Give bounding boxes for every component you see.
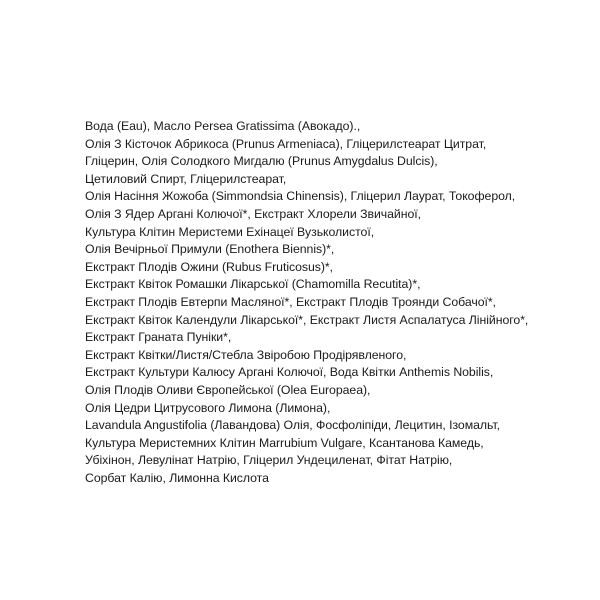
ingredient-line: Екстракт Плодів Ожини (Rubus Fruticosus)*, [85, 259, 334, 274]
ingredient-line: Олія З Кісточок Абрикоса (Prunus Armeniaca), Гліцерилстеарат Цитрат, [85, 136, 487, 151]
ingredient-line: Гліцерин, Олія Солодкого Мигдалю (Prunus Amygdalus Dulcis), [85, 154, 438, 169]
ingredient-line: Олія Вечірньої Примули (Enothera Biennis)*, [85, 242, 335, 257]
ingredient-line: Сорбат Калію, Лимонна Кислота [85, 470, 269, 485]
ingredient-line: Екстракт Квіток Календули Лікарської*, Екстракт Листя Аспалатуса Лінійного*, [85, 312, 529, 327]
ingredient-line: Олія Плодів Оливи Європейської (Olea Europaea), [85, 382, 371, 397]
ingredient-line: Олія З Ядер Аргані Колючої*, Екстракт Хлорели Звичайної, [85, 206, 422, 221]
ingredient-line: Екстракт Граната Пуніки*, [85, 330, 232, 345]
ingredient-line: Культура Клітин Меристеми Ехінацеї Вузьколистої, [85, 224, 375, 239]
ingredient-line: Убіхінон, Левулінат Натрію, Гліцерил Ундециленат, Фітат Натрію, [85, 453, 453, 468]
ingredient-line: Екстракт Квітки/Листя/Стебла Звіробою Продірявленого, [85, 347, 407, 362]
ingredients-list [85, 118, 585, 487]
ingredient-line: Культура Меристемних Клітин Marrubium Vulgare, Ксантанова Камедь, [85, 435, 484, 450]
ingredient-line: Lavandula Angustifolia (Лавандова) Олія, Фосфоліпіди, Лецитин, Ізомальт, [85, 418, 500, 433]
ingredient-line: Екстракт Квіток Ромашки Лікарської (Chamomilla Recutita)*, [85, 277, 421, 292]
ingredient-line: Екстракт Культури Калюсу Аргані Колючої, Вода Квітки Anthemis Nobilis, [85, 365, 494, 380]
ingredient-line: Цетиловий Спирт, Гліцерилстеарат, [85, 171, 287, 186]
ingredient-line: Олія Цедри Цитрусового Лимона (Лимона), [85, 400, 331, 415]
ingredient-line: Екстракт Плодів Евтерпи Масляної*, Екстракт Плодів Троянди Собачої*, [85, 294, 497, 309]
ingredient-line: Олія Насіння Жожоба (Simmondsia Chinensis), Гліцерил Лаурат, Токоферол, [85, 189, 516, 204]
ingredient-line: Вода (Eau), Масло Persea Gratissima (Авокадо)., [85, 119, 361, 133]
